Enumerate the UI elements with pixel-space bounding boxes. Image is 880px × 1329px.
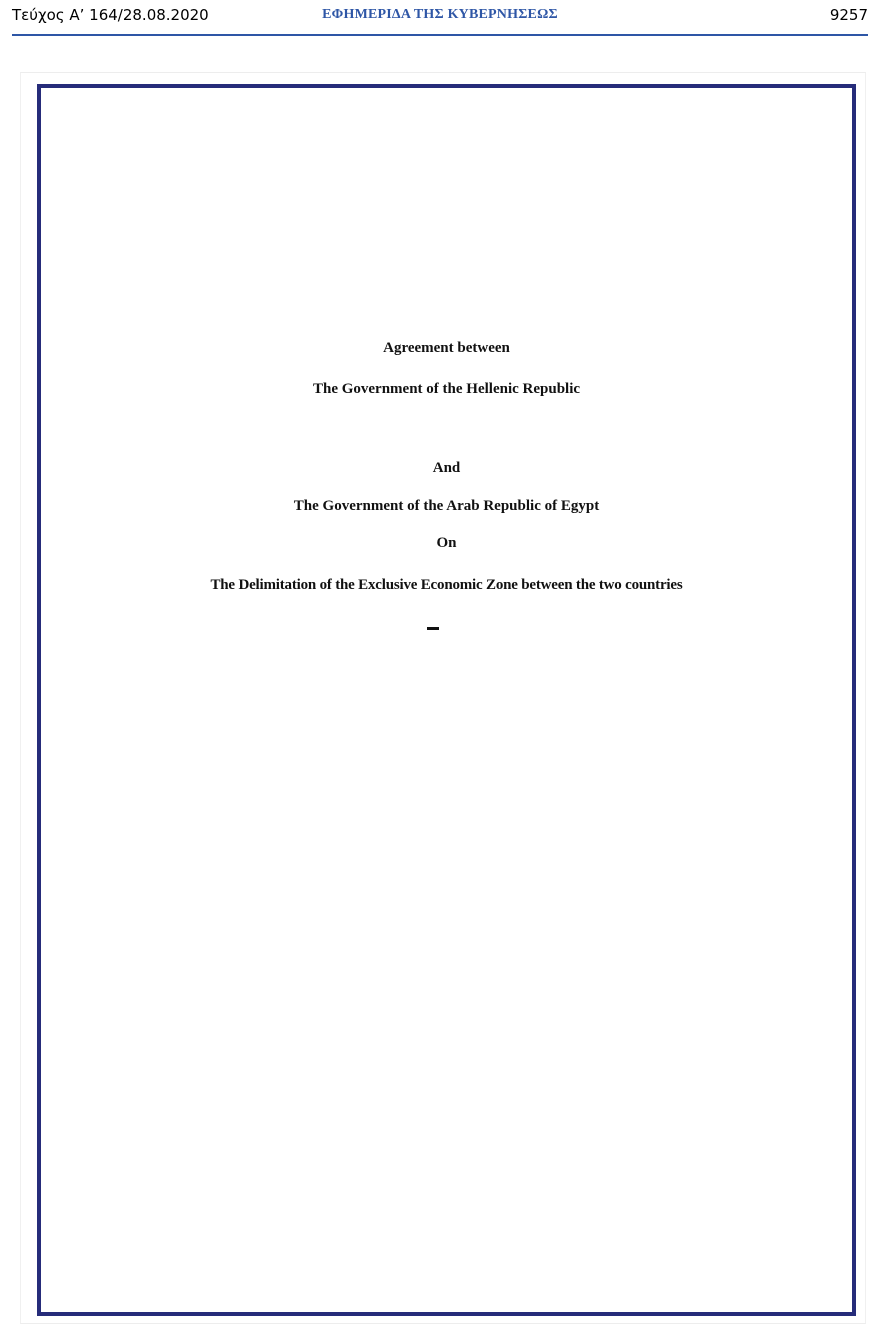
title-line-hellenic: The Government of the Hellenic Republic (312, 381, 581, 397)
page-number: 9257 (829, 6, 868, 24)
title-line-delimitation: The Delimitation of the Exclusive Economic Zone between the two countries (210, 577, 683, 593)
separator-dash (427, 627, 439, 630)
title-line-on: On (436, 535, 457, 551)
document-border (37, 84, 856, 1316)
title-line-agreement: Agreement between (383, 340, 510, 356)
gazette-title: ΕΦΗΜΕΡΙΔΑ ΤΗΣ ΚΥΒΕΡΝΗΣΕΩΣ (322, 7, 558, 22)
page-header (12, 0, 868, 36)
title-line-egypt: The Government of the Arab Republic of Egypt (293, 498, 600, 514)
issue-label: Τεύχος Α’ 164/28.08.2020 (12, 6, 209, 24)
title-line-and: And (432, 460, 461, 476)
